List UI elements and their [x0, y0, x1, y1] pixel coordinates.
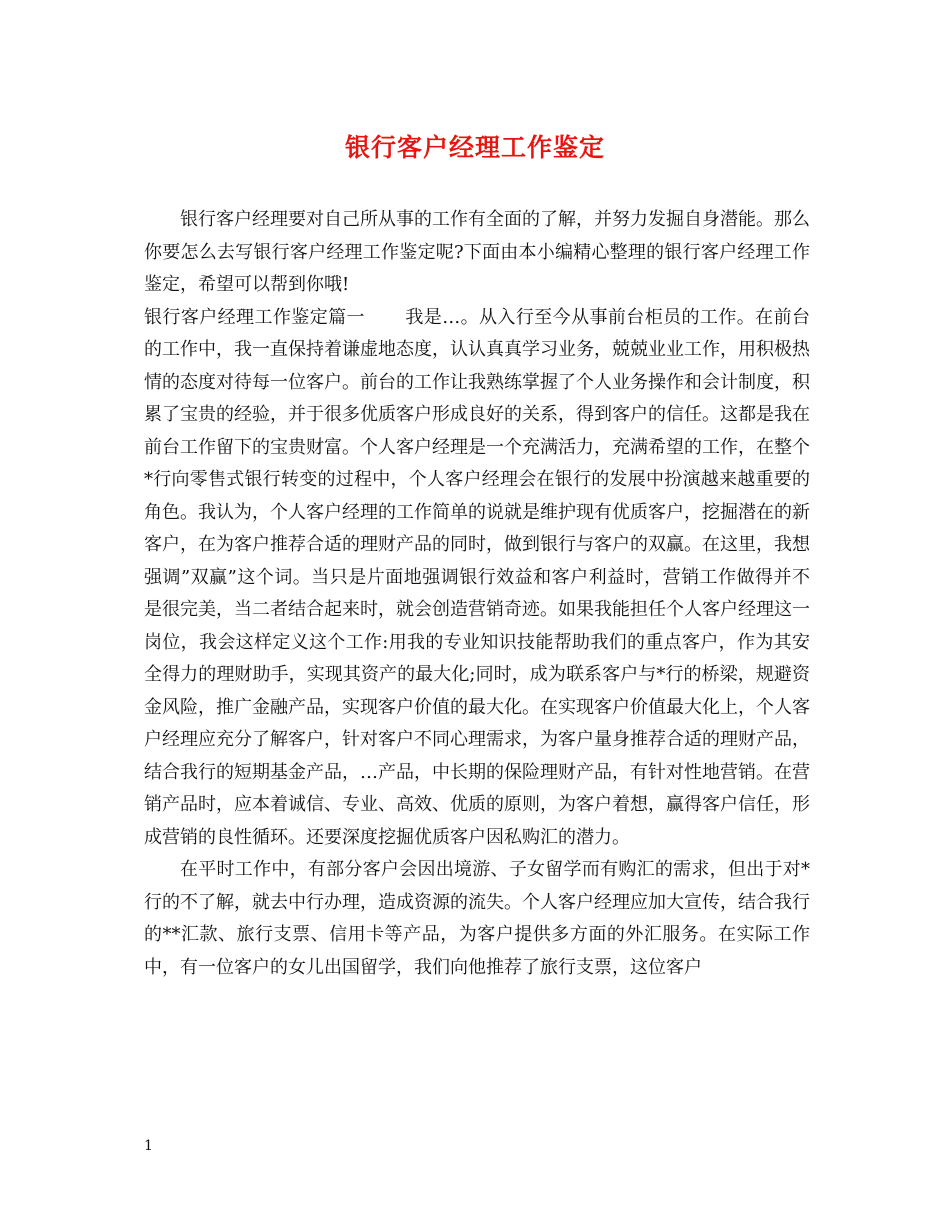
document-title: 银行客户经理工作鉴定 [344, 133, 605, 162]
body-paragraph: 在平时工作中，有部分客户会因出境游、子女留学而有购汇的需求，但出于对*行的不了解，就去中行办理，造成资源的流失。个人客户经理应加大宣传，结合我行的**汇款、旅行支票、信用卡等产品，为客户提供多方面的外汇服务。在实际工作中，有一位客户的女儿出国留学，我们向他推荐了旅行支票，这位客户 [144, 859, 810, 978]
document-body [144, 204, 810, 984]
section-heading: 银行客户经理工作鉴定篇一 [144, 306, 365, 328]
page-number: 1 [144, 1138, 153, 1154]
intro-paragraph: 银行客户经理要对自己所从事的工作有全面的了解，并努力发掘自身潜能。那么你要怎么去写银行客户经理工作鉴定呢?下面由本小编精心整理的银行客户经理工作鉴定，希望可以帮到你哦! [144, 209, 810, 295]
section-body: 我是…。从入行至今从事前台柜员的工作。在前台的工作中，我一直保持着谦虚地态度，认认真真学习业务，兢兢业业工作，用积极热情的态度对待每一位客户。前台的工作让我熟练掌握了个人业务操作和会计制度，积累了宝贵的经验，并于很多优质客户形成良好的关系，得到客户的信任。这都是我在前台工作留下的宝贵财富。个人客户经理是一个充满活力，充满希望的工作，在整个*行向零售式银行转变的过程中，个人客户经理会在银行的发展中扮演越来越重要的角色。我认为，个人客户经理的工作简单的说就是维护现有优质客户，挖掘潜在的新客户，在为客户推荐合适的理财产品的同时，做到银行与客户的双赢。在这里，我想强调”双赢”这个词。当只是片面地强调银行效益和客户利益时，营销工作做得并不是很完美，当二者结合起来时，就会创造营销奇迹。如果我能担任个人客户经理这一岗位，我会这样定义这个工作:用我的专业知识技能帮助我们的重点客户，作为其安全得力的理财助手，实现其资产的最大化;同时，成为联系客户与*行的桥梁，规避资金风险，推广金融产品，实现客户价值的最大化。在实现客户价值最大化上，个人客户经理应充分了解客户，针对客户不同心理需求，为客户量身推荐合适的理财产品，结合我行的短期基金产品，…产品，中长期的保险理财产品，有针对性地营销。在营销产品时，应本着诚信、专业、高效、优质的原则，为客户着想，赢得客户信任，形成营销的良性循环。还要深度挖掘优质客户因私购汇的潜力。 [144, 306, 811, 848]
section-paragraph [144, 302, 810, 855]
